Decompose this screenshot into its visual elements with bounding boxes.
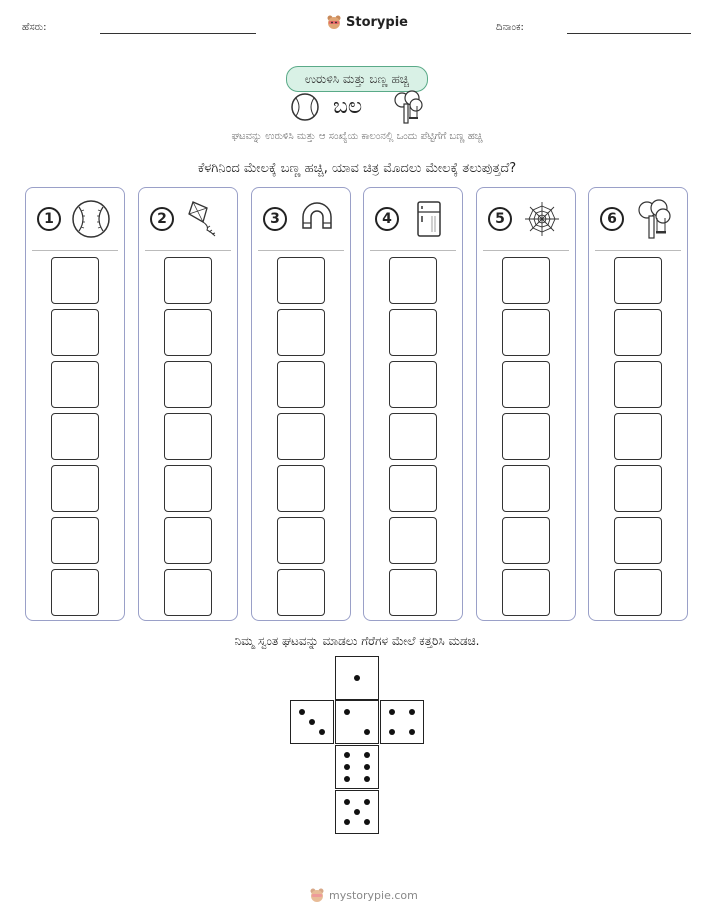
column-number: 3 (263, 207, 287, 231)
spider-web-icon (521, 198, 563, 240)
tree-swing-icon (633, 198, 675, 240)
date-line (567, 33, 691, 34)
pip (364, 819, 370, 825)
pip (409, 709, 415, 715)
color-box[interactable] (164, 361, 212, 408)
color-box[interactable] (277, 517, 325, 564)
dice-face-one (335, 656, 379, 700)
column-number: 1 (37, 207, 61, 231)
color-box[interactable] (502, 413, 550, 460)
magnet-icon (296, 198, 338, 240)
color-box[interactable] (614, 309, 662, 356)
color-box[interactable] (51, 361, 99, 408)
baseball-icon (290, 92, 320, 122)
pip (354, 675, 360, 681)
column-number: 5 (488, 207, 512, 231)
color-box[interactable] (614, 361, 662, 408)
pip (344, 776, 350, 782)
baseball-icon (70, 198, 112, 240)
column-divider (483, 250, 569, 251)
pip (389, 709, 395, 715)
pip (354, 809, 360, 815)
color-box[interactable] (164, 517, 212, 564)
date-label: ದಿನಾಂಕ: (496, 22, 524, 33)
column-divider (258, 250, 344, 251)
color-box[interactable] (614, 465, 662, 512)
pip (364, 776, 370, 782)
dice-face-two (335, 700, 379, 744)
kite-icon (183, 198, 225, 240)
color-box[interactable] (389, 517, 437, 564)
column-3 (251, 187, 351, 621)
color-box[interactable] (51, 309, 99, 356)
footer (309, 887, 418, 903)
color-box[interactable] (389, 361, 437, 408)
column-number: 6 (600, 207, 624, 231)
column-5 (476, 187, 576, 621)
color-box[interactable] (277, 465, 325, 512)
column-number: 4 (375, 207, 399, 231)
color-box[interactable] (389, 257, 437, 304)
footer-url[interactable]: mystorypie.com (329, 888, 418, 902)
color-box[interactable] (277, 413, 325, 460)
brand-name: Storypie (346, 14, 408, 30)
color-box[interactable] (502, 465, 550, 512)
dice-face-three (290, 700, 334, 744)
pip (409, 729, 415, 735)
color-box[interactable] (51, 413, 99, 460)
instructions-subtitle: ಘಟವನ್ನು ಉರುಳಿಸಿ ಮತ್ತು ಆ ಸಂಖ್ಯೆಯ ಕಾಲಂನಲ್ಲಿ ಒಂದು ಪೆಟ್ಟಿಗೆಗೆ ಬಣ್ಣ ಹಚ್ಚಿ (231, 131, 483, 142)
column-1 (25, 187, 125, 621)
color-box[interactable] (277, 309, 325, 356)
color-box[interactable] (277, 569, 325, 616)
color-box[interactable] (164, 257, 212, 304)
color-box[interactable] (389, 309, 437, 356)
page-title: ಬಲ (333, 94, 363, 119)
pip (344, 709, 350, 715)
column-divider (595, 250, 681, 251)
dice-instruction: ನಿಮ್ಮ ಸ್ವಂತ ಘಟವನ್ನು ಮಾಡಲು ಗೆರೆಗಳ ಮೇಲೆ ಕತ್ತರಿಸಿ ಮಡಚಿ. (234, 634, 480, 648)
refrigerator-icon (408, 198, 450, 240)
color-box[interactable] (502, 517, 550, 564)
pip (344, 799, 350, 805)
color-box[interactable] (502, 361, 550, 408)
color-box[interactable] (51, 569, 99, 616)
color-box[interactable] (164, 569, 212, 616)
dice-face-six (335, 745, 379, 789)
color-box[interactable] (614, 517, 662, 564)
color-box[interactable] (164, 465, 212, 512)
color-box[interactable] (389, 465, 437, 512)
color-box[interactable] (164, 309, 212, 356)
pip (344, 752, 350, 758)
column-6 (588, 187, 688, 621)
column-number: 2 (150, 207, 174, 231)
question-text: ಕೆಳಗಿನಿಂದ ಮೇಲಕ್ಕೆ ಬಣ್ಣ ಹಚ್ಚಿ, ಯಾವ ಚಿತ್ರ ಮೊದಲು ಮೇಲಕ್ಕೆ ತಲುಪುತ್ತದೆ? (197, 161, 517, 176)
bear-logo-icon (326, 14, 342, 30)
dice-face-five (335, 790, 379, 834)
activity-badge: ಉರುಳಿಸಿ ಮತ್ತು ಬಣ್ಣ ಹಚ್ಚಿ (286, 66, 428, 92)
bear-logo-icon (309, 887, 325, 903)
color-box[interactable] (389, 569, 437, 616)
pip (319, 729, 325, 735)
pip (364, 729, 370, 735)
color-box[interactable] (502, 569, 550, 616)
column-divider (145, 250, 231, 251)
column-divider (370, 250, 456, 251)
pip (364, 799, 370, 805)
pip (309, 719, 315, 725)
color-box[interactable] (51, 257, 99, 304)
dice-net (290, 656, 424, 834)
color-box[interactable] (502, 309, 550, 356)
dice-face-four (380, 700, 424, 744)
pip (364, 764, 370, 770)
pip (344, 819, 350, 825)
color-box[interactable] (51, 465, 99, 512)
color-box[interactable] (389, 413, 437, 460)
pip (389, 729, 395, 735)
name-label: ಹೆಸರು: (22, 22, 47, 33)
color-box[interactable] (502, 257, 550, 304)
color-box[interactable] (277, 257, 325, 304)
tree-swing-icon (392, 90, 424, 124)
color-box[interactable] (614, 257, 662, 304)
column-2 (138, 187, 238, 621)
pip (299, 709, 305, 715)
name-line (100, 33, 256, 34)
color-box[interactable] (164, 413, 212, 460)
color-box[interactable] (51, 517, 99, 564)
column-4 (363, 187, 463, 621)
color-box[interactable] (614, 413, 662, 460)
pip (364, 752, 370, 758)
color-box[interactable] (277, 361, 325, 408)
color-box[interactable] (614, 569, 662, 616)
brand-logo (326, 14, 408, 30)
column-divider (32, 250, 118, 251)
pip (344, 764, 350, 770)
